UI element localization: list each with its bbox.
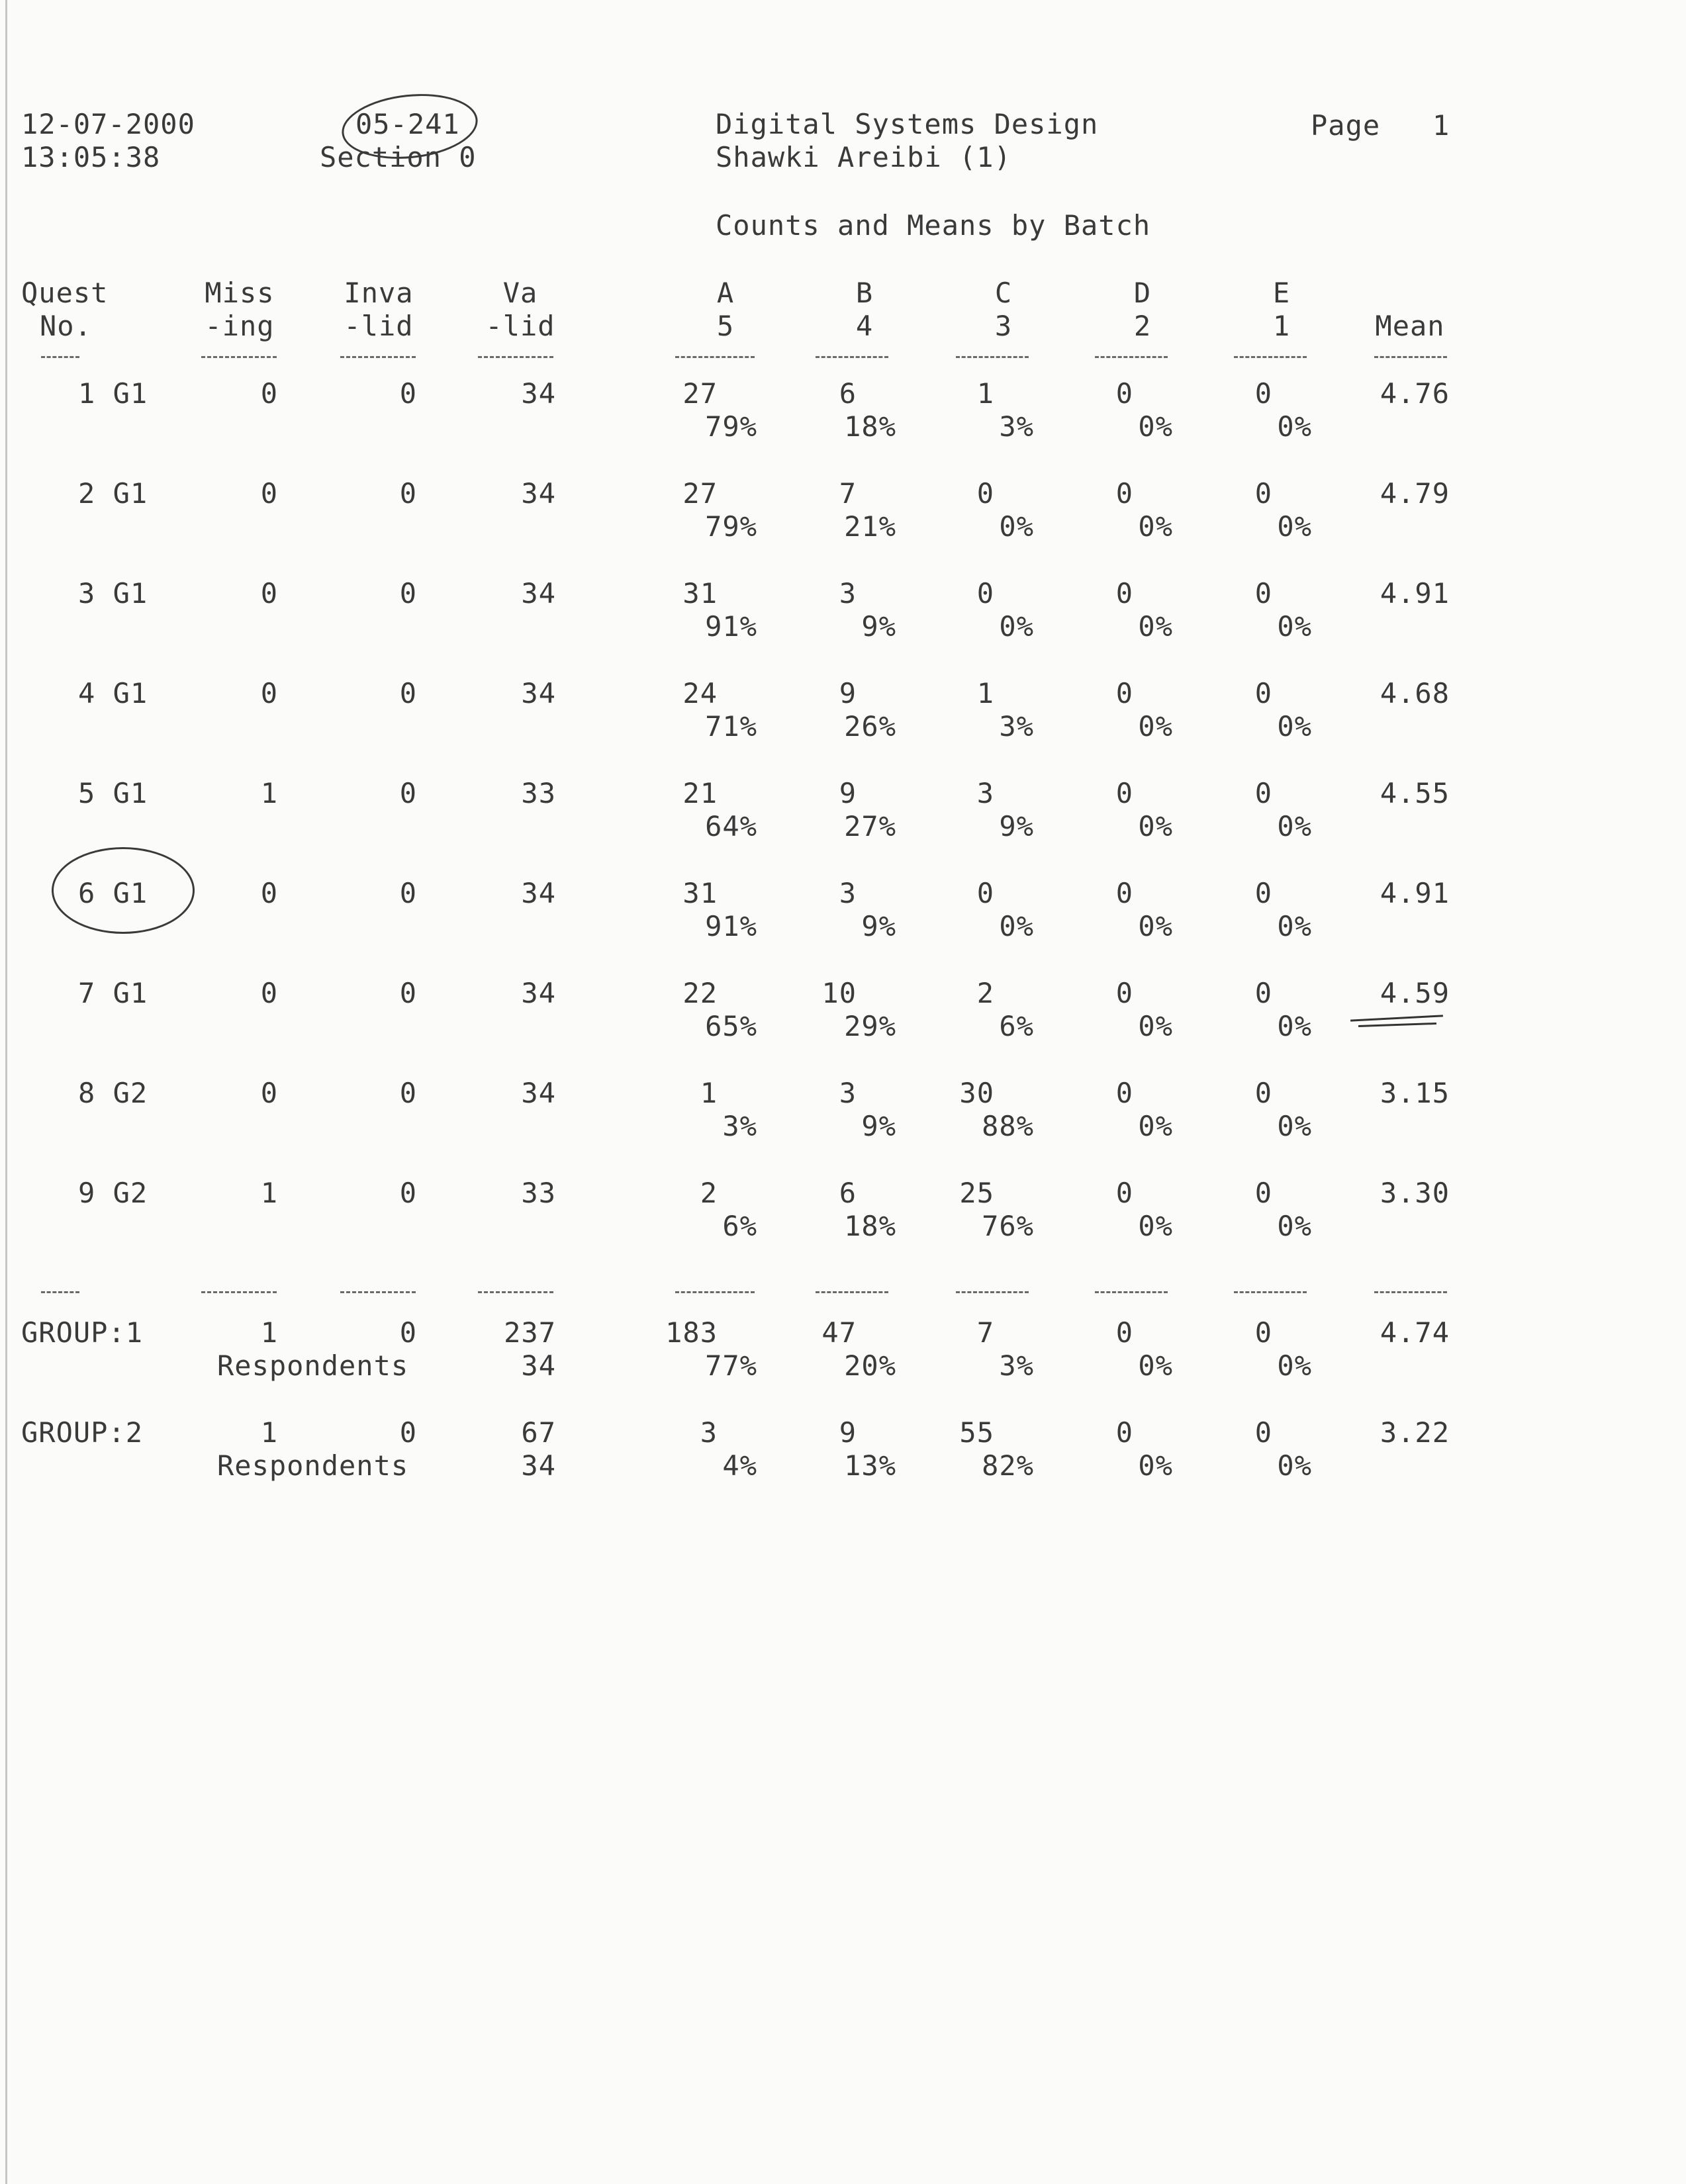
percent-e: 0% (1277, 910, 1312, 942)
count-b: 9 (839, 777, 857, 809)
question-label: 6 G1 (78, 877, 148, 909)
section-label: Section 0 (320, 141, 477, 173)
group-invalid: 0 (399, 1416, 417, 1449)
missing-count: 1 (260, 777, 278, 809)
handwritten-underline-mean (1350, 1015, 1443, 1021)
header-rule-0 (41, 356, 79, 360)
count-d: 0 (1115, 777, 1133, 809)
invalid-count: 0 (399, 377, 417, 410)
group-valid: 237 (504, 1316, 556, 1349)
percent-d: 0% (1138, 410, 1173, 443)
group-count-c: 7 (976, 1316, 994, 1349)
percent-c: 9% (999, 810, 1034, 842)
percent-e: 0% (1277, 610, 1312, 643)
percent-d: 0% (1138, 710, 1173, 743)
count-d: 0 (1115, 477, 1133, 510)
count-e: 0 (1254, 877, 1272, 909)
count-a: 21 (682, 777, 718, 809)
question-label: 4 G1 (78, 677, 148, 709)
header-rule-8 (1234, 356, 1307, 360)
respondents-count: 34 (521, 1449, 556, 1482)
missing-count: 0 (260, 877, 278, 909)
group-valid: 67 (521, 1416, 556, 1449)
report-date: 12-07-2000 (21, 108, 195, 140)
instructor-name: Shawki Areibi (1) (716, 141, 1011, 173)
percent-a: 91% (705, 610, 757, 643)
group-percent-c: 82% (982, 1449, 1034, 1482)
count-e: 0 (1254, 1177, 1272, 1209)
count-b: 6 (839, 1177, 857, 1209)
group-percent-b: 20% (844, 1349, 896, 1382)
group-percent-b: 13% (844, 1449, 896, 1482)
group-count-a: 3 (700, 1416, 718, 1449)
group-percent-e: 0% (1277, 1349, 1312, 1382)
valid-count: 34 (521, 1077, 556, 1109)
count-a: 31 (682, 877, 718, 909)
mean-value: 4.68 (1380, 677, 1450, 709)
header-rule-6 (956, 356, 1029, 360)
course-title: Digital Systems Design (716, 108, 1099, 140)
count-b: 3 (839, 877, 857, 909)
header-rule-3 (478, 356, 553, 360)
count-c: 0 (976, 477, 994, 510)
percent-e: 0% (1277, 1010, 1312, 1042)
page-number: 1 (1432, 109, 1450, 142)
mean-value: 4.91 (1380, 877, 1450, 909)
question-label: 2 G1 (78, 477, 148, 510)
invalid-count: 0 (399, 977, 417, 1009)
missing-count: 0 (260, 1077, 278, 1109)
percent-b: 26% (844, 710, 896, 743)
question-label: 7 G1 (78, 977, 148, 1009)
group-rule-0 (41, 1291, 79, 1295)
percent-a: 79% (705, 510, 757, 543)
count-d: 0 (1115, 377, 1133, 410)
group-percent-d: 0% (1138, 1349, 1173, 1382)
count-e: 0 (1254, 477, 1272, 510)
column-header-b-top: B (855, 277, 874, 309)
group-percent-a: 4% (722, 1449, 757, 1482)
group-rule-4 (675, 1291, 755, 1295)
percent-c: 3% (999, 710, 1034, 743)
count-e: 0 (1254, 677, 1272, 709)
group-percent-c: 3% (999, 1349, 1034, 1382)
percent-b: 9% (861, 910, 896, 942)
column-header-invalid-top: Inva (344, 277, 414, 309)
mean-value: 4.79 (1380, 477, 1450, 510)
page-label: Page (1311, 109, 1381, 142)
valid-count: 34 (521, 677, 556, 709)
percent-e: 0% (1277, 810, 1312, 842)
column-header-c-bottom: 3 (994, 310, 1013, 342)
percent-c: 0% (999, 610, 1034, 643)
mean-value: 4.76 (1380, 377, 1450, 410)
missing-count: 0 (260, 377, 278, 410)
count-c: 1 (976, 377, 994, 410)
page-edge (5, 0, 7, 2184)
group-count-c: 55 (959, 1416, 994, 1449)
group-rule-6 (956, 1291, 1029, 1295)
count-a: 22 (682, 977, 718, 1009)
group-rule-2 (340, 1291, 416, 1295)
group-percent-a: 77% (705, 1349, 757, 1382)
mean-value: 4.55 (1380, 777, 1450, 809)
percent-b: 27% (844, 810, 896, 842)
question-label: 5 G1 (78, 777, 148, 809)
missing-count: 0 (260, 677, 278, 709)
respondents-label: Respondents (217, 1449, 409, 1482)
invalid-count: 0 (399, 777, 417, 809)
header-rule-1 (201, 356, 277, 360)
group-percent-d: 0% (1138, 1449, 1173, 1482)
column-header-e-top: E (1272, 277, 1291, 309)
column-header-a-top: A (716, 277, 735, 309)
percent-b: 9% (861, 610, 896, 643)
count-d: 0 (1115, 1177, 1133, 1209)
course-code: 05-241 (355, 108, 460, 140)
percent-c: 0% (999, 510, 1034, 543)
percent-c: 76% (982, 1210, 1034, 1242)
column-header-missing-top: Miss (205, 277, 275, 309)
invalid-count: 0 (399, 1077, 417, 1109)
respondents-count: 34 (521, 1349, 556, 1382)
group-count-e: 0 (1254, 1316, 1272, 1349)
question-label: 9 G2 (78, 1177, 148, 1209)
count-a: 24 (682, 677, 718, 709)
valid-count: 34 (521, 577, 556, 610)
count-e: 0 (1254, 977, 1272, 1009)
count-d: 0 (1115, 577, 1133, 610)
report-title: Counts and Means by Batch (716, 209, 1151, 242)
invalid-count: 0 (399, 577, 417, 610)
valid-count: 34 (521, 877, 556, 909)
missing-count: 0 (260, 477, 278, 510)
percent-e: 0% (1277, 710, 1312, 743)
count-b: 7 (839, 477, 857, 510)
percent-a: 6% (722, 1210, 757, 1242)
column-header-missing-bottom: -ing (205, 310, 275, 342)
count-c: 25 (959, 1177, 994, 1209)
valid-count: 33 (521, 1177, 556, 1209)
group-percent-e: 0% (1277, 1449, 1312, 1482)
count-a: 27 (682, 377, 718, 410)
column-header-a-bottom: 5 (716, 310, 735, 342)
percent-a: 71% (705, 710, 757, 743)
count-c: 1 (976, 677, 994, 709)
count-c: 2 (976, 977, 994, 1009)
column-header-valid-top: Va (502, 277, 538, 309)
percent-a: 3% (722, 1110, 757, 1142)
invalid-count: 0 (399, 1177, 417, 1209)
percent-a: 79% (705, 410, 757, 443)
count-b: 3 (839, 577, 857, 610)
count-a: 27 (682, 477, 718, 510)
percent-d: 0% (1138, 810, 1173, 842)
count-e: 0 (1254, 577, 1272, 610)
count-c: 30 (959, 1077, 994, 1109)
count-b: 9 (839, 677, 857, 709)
header-rule-5 (816, 356, 888, 360)
percent-b: 18% (844, 410, 896, 443)
question-label: 8 G2 (78, 1077, 148, 1109)
percent-b: 29% (844, 1010, 896, 1042)
percent-e: 0% (1277, 510, 1312, 543)
header-rule-4 (675, 356, 755, 360)
invalid-count: 0 (399, 677, 417, 709)
header-rule-9 (1374, 356, 1447, 360)
respondents-label: Respondents (217, 1349, 409, 1382)
group-count-d: 0 (1115, 1316, 1133, 1349)
percent-c: 6% (999, 1010, 1034, 1042)
percent-b: 21% (844, 510, 896, 543)
percent-d: 0% (1138, 1210, 1173, 1242)
column-header-c-top: C (994, 277, 1013, 309)
count-c: 0 (976, 577, 994, 610)
missing-count: 0 (260, 977, 278, 1009)
percent-a: 65% (705, 1010, 757, 1042)
group-rule-5 (816, 1291, 888, 1295)
group-count-b: 9 (839, 1416, 857, 1449)
invalid-count: 0 (399, 877, 417, 909)
count-b: 10 (821, 977, 857, 1009)
report-time: 13:05:38 (21, 141, 161, 173)
percent-c: 0% (999, 910, 1034, 942)
valid-count: 34 (521, 377, 556, 410)
percent-c: 3% (999, 410, 1034, 443)
percent-a: 91% (705, 910, 757, 942)
column-header-d-top: D (1133, 277, 1152, 309)
count-c: 0 (976, 877, 994, 909)
percent-d: 0% (1138, 1110, 1173, 1142)
percent-b: 18% (844, 1210, 896, 1242)
count-a: 1 (700, 1077, 718, 1109)
count-a: 31 (682, 577, 718, 610)
valid-count: 33 (521, 777, 556, 809)
group-mean: 4.74 (1380, 1316, 1450, 1349)
count-d: 0 (1115, 877, 1133, 909)
column-header-no: No. (40, 310, 92, 342)
count-d: 0 (1115, 977, 1133, 1009)
group-count-e: 0 (1254, 1416, 1272, 1449)
missing-count: 0 (260, 577, 278, 610)
mean-value: 4.59 (1380, 977, 1450, 1009)
count-a: 2 (700, 1177, 718, 1209)
count-b: 3 (839, 1077, 857, 1109)
group-invalid: 0 (399, 1316, 417, 1349)
column-header-quest: Quest (21, 277, 109, 309)
question-label: 1 G1 (78, 377, 148, 410)
column-header-mean-bottom: Mean (1375, 310, 1445, 342)
count-b: 6 (839, 377, 857, 410)
mean-value: 3.15 (1380, 1077, 1450, 1109)
group-rule-3 (478, 1291, 553, 1295)
column-header-d-bottom: 2 (1133, 310, 1152, 342)
percent-d: 0% (1138, 910, 1173, 942)
count-c: 3 (976, 777, 994, 809)
column-header-b-bottom: 4 (855, 310, 874, 342)
percent-e: 0% (1277, 1110, 1312, 1142)
percent-b: 9% (861, 1110, 896, 1142)
mean-value: 4.91 (1380, 577, 1450, 610)
count-e: 0 (1254, 1077, 1272, 1109)
group-mean: 3.22 (1380, 1416, 1450, 1449)
percent-d: 0% (1138, 510, 1173, 543)
column-header-invalid-bottom: -lid (344, 310, 414, 342)
invalid-count: 0 (399, 477, 417, 510)
count-e: 0 (1254, 377, 1272, 410)
group-rule-1 (201, 1291, 277, 1295)
group-label: GROUP:1 (21, 1316, 144, 1349)
column-header-e-bottom: 1 (1272, 310, 1291, 342)
percent-d: 0% (1138, 610, 1173, 643)
group-rule-7 (1095, 1291, 1168, 1295)
group-rule-8 (1234, 1291, 1307, 1295)
count-e: 0 (1254, 777, 1272, 809)
mean-value: 3.30 (1380, 1177, 1450, 1209)
group-count-b: 47 (821, 1316, 857, 1349)
count-d: 0 (1115, 677, 1133, 709)
header-rule-2 (340, 356, 416, 360)
group-rule-9 (1374, 1291, 1447, 1295)
column-header-valid-bottom: -lid (485, 310, 555, 342)
percent-e: 0% (1277, 1210, 1312, 1242)
count-d: 0 (1115, 1077, 1133, 1109)
percent-d: 0% (1138, 1010, 1173, 1042)
percent-c: 88% (982, 1110, 1034, 1142)
group-missing: 1 (260, 1416, 278, 1449)
group-missing: 1 (260, 1316, 278, 1349)
group-label: GROUP:2 (21, 1416, 144, 1449)
group-count-a: 183 (665, 1316, 718, 1349)
question-label: 3 G1 (78, 577, 148, 610)
percent-e: 0% (1277, 410, 1312, 443)
percent-a: 64% (705, 810, 757, 842)
group-count-d: 0 (1115, 1416, 1133, 1449)
valid-count: 34 (521, 477, 556, 510)
handwritten-underline-mean-2 (1358, 1023, 1436, 1027)
header-rule-7 (1095, 356, 1168, 360)
valid-count: 34 (521, 977, 556, 1009)
missing-count: 1 (260, 1177, 278, 1209)
